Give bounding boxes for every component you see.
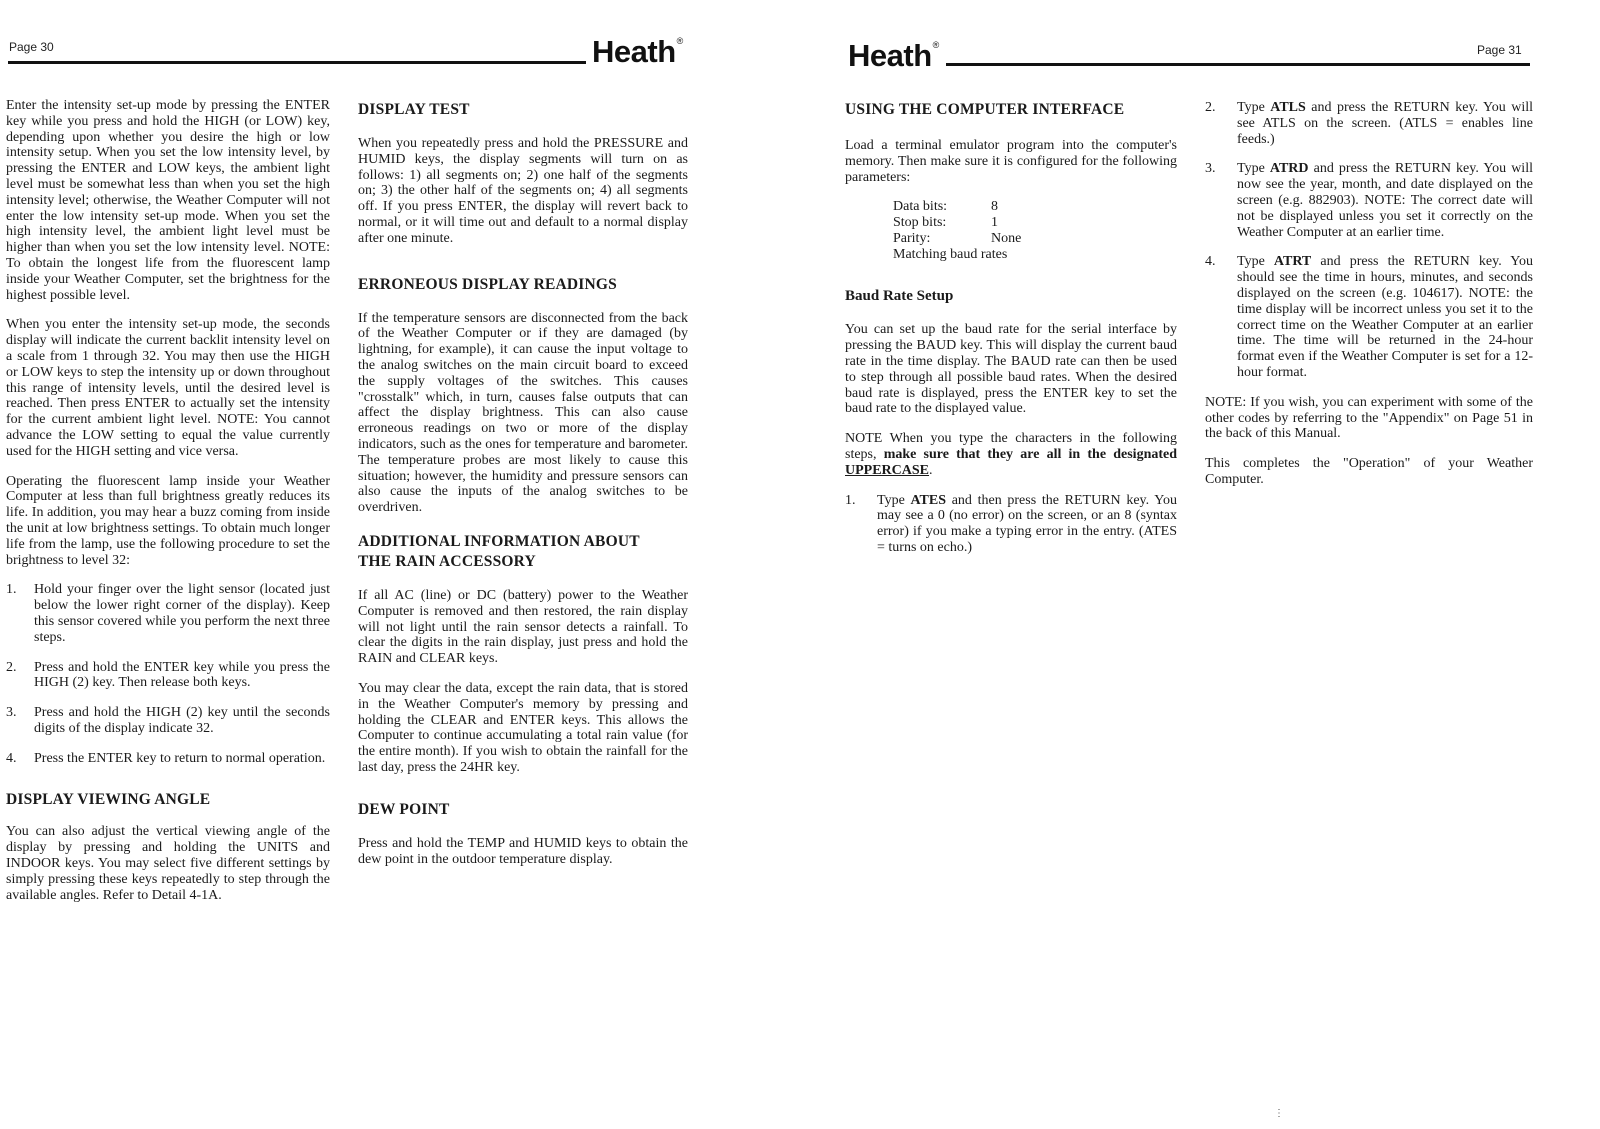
parameter-row (893, 247, 1177, 263)
command-step (1205, 254, 1533, 380)
parameter-value: 1 (991, 215, 998, 231)
appendix-note-paragraph: NOTE: If you wish, you can experiment with some of the other codes by referring to the "Appendix" on Page 51 in the back of this Manual. (1205, 394, 1533, 442)
note-uppercase: UPPERCASE (845, 462, 930, 478)
step-number: 3. (1205, 161, 1216, 177)
section-heading-rain-accessory (358, 532, 688, 572)
left-page-column-1 (6, 98, 330, 903)
heading-line-2: THE RAIN ACCESSORY (358, 552, 536, 570)
parameter-list (893, 199, 1177, 262)
uppercase-note (845, 431, 1177, 478)
parameter-row (893, 215, 1177, 231)
step-text: Type (1237, 100, 1271, 115)
rain-display-paragraph: If all AC (line) or DC (battery) power to the Weather Computer is removed and then restored, the rain display will not light until the rain sensor detects a rainfall. To clear the digits in the rain display, just press and hold the RAIN and CLEAR keys. (358, 587, 688, 667)
parameter-name: Data bits: (893, 199, 948, 215)
command-keyword: ATLS (1270, 100, 1306, 115)
note-period: . (929, 462, 933, 478)
right-page (800, 0, 1600, 1129)
step-text: Press the ENTER key to return to normal operation. (34, 750, 326, 766)
registered-mark: ® (932, 40, 939, 50)
dew-point-paragraph: Press and hold the TEMP and HUMID keys to obtain the dew point in the outdoor temperature display. (358, 835, 688, 867)
intensity-setup-paragraph: Enter the intensity set-up mode by pressing the ENTER key while you press and hold the HIGH (or LOW) key, depending upon whether you desire the high or low intensity setup. When you set the low intensity level, by pressing the ENTER and LOW keys, the ambient light level must be somewhat less than when you set the high intensity level; otherwise, the Weather Computer will not enter the low intensity set-up mode. When you set the high intensity level, the ambient light level must be higher than when you set the low intensity level. NOTE: To obtain the longest life from the fluorescent lamp inside your Weather Computer, set the brightness for the highest possible level. (6, 98, 330, 303)
viewing-angle-paragraph: You can also adjust the vertical viewing angle of the display by pressing and holding the UNITS and INDOOR keys. You may select five different settings by simply pressing these keys repeatedly to step through the available angles. Refer to Detail 4-1A. (6, 824, 330, 903)
parameter-row (893, 199, 1177, 215)
step-text: Type (1237, 254, 1274, 270)
command-step (1205, 100, 1533, 147)
left-page-column-2 (358, 100, 688, 867)
command-keyword: ATRD (1269, 161, 1309, 177)
command-step (1205, 161, 1533, 240)
page-number: Page 31 (1477, 43, 1522, 57)
note-emphasis: make sure that they are all in the designated (883, 446, 1178, 462)
section-heading-viewing-angle: DISPLAY VIEWING ANGLE (6, 791, 211, 809)
header-rule (946, 63, 1530, 66)
right-page-column-1 (845, 100, 1177, 556)
header-rule (8, 61, 586, 64)
section-heading-dew-point: DEW POINT (358, 800, 450, 818)
step-text: Press and hold the ENTER key while you press the HIGH (2) key. Then release both keys. (34, 659, 330, 691)
step-number: 3. (6, 705, 17, 721)
heading-line-1: ADDITIONAL INFORMATION ABOUT (358, 532, 640, 550)
step-text: and press the RETURN key. You will now see the year, month, and date displayed on the screen (e.g. 882903). NOTE: The correct date will not be displayed unless you set it correctly on the Weather Computer at an earlier time. (1237, 161, 1533, 240)
step-text: and then press the RETURN key. You may see a 0 (no error) on the screen, or an 8 (syntax error) if you make a typing error in the entry. (ATES = turns on echo.) (877, 492, 1178, 555)
step-text: and press the RETURN key. You should see the time in hours, minutes, and seconds displayed on the screen (e.g. 104617). NOTE: the time display will be incorrect unless you set it to the correct time on the Weather Computer at an earlier time. The time will be returned in the 24-hour format even if the Weather Computer is set for a 12-hour format. (1237, 254, 1533, 380)
procedure-step (6, 751, 330, 767)
parameter-value: 8 (991, 199, 998, 215)
step-text: Hold your finger over the light sensor (located just below the lower right corner of the display). Keep this sensor covered while you perform the next three steps. (34, 582, 330, 645)
erroneous-readings-paragraph: If the temperature sensors are disconnected from the back of the Weather Computer or if they are damaged (by lightning, for example), it can cause the input voltage to the analog switches on the main circuit board to exceed the supply voltages of the switches. This causes "crosstalk" which, in turn, causes false outputs that can affect the display brightness. This can also cause erroneous readings on two or more of the display indicators, such as the ones for temperature and barometer. The temperature probes are most likely to cause this situation; however, the humidity and pressure sensors can also cause the inputs of the analog switches to be overdriven. (358, 310, 688, 516)
parameter-row (893, 231, 1177, 247)
procedure-step (6, 582, 330, 645)
step-text: and press the RETURN key. You will see ATLS on the screen. (ATLS = enables line feeds.) (1237, 100, 1533, 147)
note-text: NOTE When you type the characters in the following steps, (845, 431, 1177, 462)
parameter-value: None (991, 230, 1022, 246)
parameter-name: Stop bits: (893, 215, 947, 231)
clear-data-paragraph: You may clear the data, except the rain data, that is stored in the Weather Computer's memory by pressing and holding the CLEAR and ENTER keys. This allows the Computer to continue accumulating a total rain value (for the entire month). If you wish to obtain the rainfall for the last day, press the 24HR key. (358, 680, 688, 775)
command-step (845, 493, 1177, 556)
step-number: 4. (1205, 254, 1216, 270)
section-heading-display-test: DISPLAY TEST (358, 101, 470, 118)
procedure-step (6, 705, 330, 737)
heath-logo (592, 34, 682, 70)
parameter-name: Parity: (893, 230, 931, 246)
step-number: 2. (6, 659, 17, 675)
display-test-paragraph: When you repeatedly press and hold the PRESSURE and HUMID keys, the display segments will turn on as follows: 1) all segments on; 2) one half of the segments on; 3) the other half of the segments on; 4) all segments off. If you press ENTER, the display will revert back to normal, or it will time out and default to a normal display after one minute. (358, 136, 688, 246)
intensity-level-paragraph: When you enter the intensity set-up mode, the seconds display will indicate the current backlit intensity level on a scale from 1 through 32. You may then use the HIGH or LOW keys to step the intensity up or down throughout this range of intensity levels, until the desired level is reached. Then press ENTER to actually set the intensity for the current ambient light level. NOTE: You cannot advance the LOW setting to equal the value currently used for the HIGH setting and vice versa. (6, 317, 330, 459)
section-heading-erroneous-readings: ERRONEOUS DISPLAY READINGS (358, 275, 617, 293)
parameter-name: Matching baud rates (893, 246, 1008, 262)
scan-speck: ⋮ (1274, 1108, 1284, 1119)
step-number: 4. (6, 750, 17, 766)
command-keyword: ATRT (1273, 254, 1312, 270)
right-page-column-2 (1205, 100, 1533, 488)
procedure-step (6, 660, 330, 692)
completion-paragraph: This completes the "Operation" of your Weather Computer. (1205, 456, 1533, 487)
step-number: 2. (1205, 100, 1216, 115)
lamp-life-paragraph: Operating the fluorescent lamp inside your Weather Computer at less than full brightness greatly reduces its life. In addition, you may hear a buzz coming from inside the unit at low brightness settings. To obtain much longer life from the lamp, use the following procedure to set the brightness to level 32: (6, 473, 330, 568)
page-number: Page 30 (9, 40, 54, 54)
section-heading-computer-interface: USING THE COMPUTER INTERFACE (845, 101, 1125, 118)
heath-logo (848, 38, 938, 74)
terminal-emulator-paragraph: Load a terminal emulator program into the computer's memory. Then make sure it is configured for the following parameters: (845, 138, 1177, 185)
logo-text: Heath (592, 34, 676, 69)
logo-text: Heath (848, 38, 932, 73)
step-number: 1. (845, 492, 856, 508)
registered-mark: ® (676, 36, 683, 46)
baud-rate-paragraph: You can set up the baud rate for the serial interface by pressing the BAUD key. This will display the current baud rate in the time display. The BAUD rate can then be used to step through all possible baud rates. When the desired baud rate is displayed, press the ENTER key to set the baud rate to the displayed value. (845, 322, 1177, 417)
step-text: Type (1237, 161, 1270, 177)
command-keyword: ATES (910, 492, 947, 508)
step-number: 1. (6, 582, 17, 598)
step-text: Press and hold the HIGH (2) key until the seconds digits of the display indicate 32. (34, 705, 330, 736)
step-text: Type (877, 492, 911, 508)
subheading-baud-rate-setup: Baud Rate Setup (845, 287, 954, 304)
